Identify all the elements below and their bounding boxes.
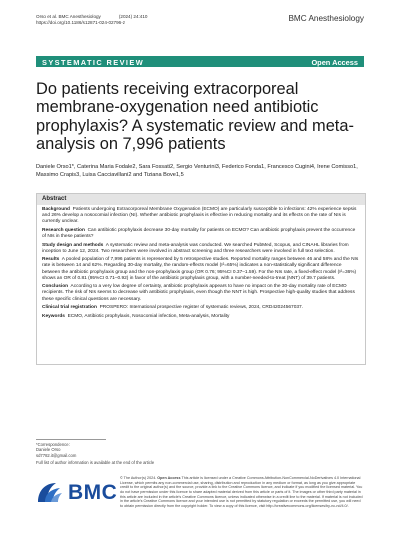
copyright-text: © The Author(s) 2024. xyxy=(120,476,157,480)
correspondence-block xyxy=(36,439,196,466)
correspondence-label: *Correspondence: xyxy=(36,442,70,447)
correspondence-name: Daniele Orso xyxy=(36,447,61,453)
article-type-label: SYSTEMATIC REVIEW xyxy=(42,57,145,67)
abstract-trial-registration xyxy=(42,305,360,311)
author-info-note: Full list of author information is available at the end of the article xyxy=(36,460,155,466)
section-label: Background xyxy=(42,207,70,212)
abstract-body xyxy=(37,205,365,320)
section-label: Study design and methods xyxy=(42,242,104,248)
abstract-box xyxy=(36,193,366,365)
section-text: A systematic review and meta-analysis was conducted. We searched PubMed, Scopus, and CINAHL libraries from inception to June 12, 2024. Two researchers were involved in abstract screening and three researchers were involved in full text selection. xyxy=(42,242,349,254)
section-label: Conclusion xyxy=(42,284,69,290)
section-text: ECMO, Antibiotic prophylaxis, Nosocomial infection, Meta-analysis, Mortality xyxy=(67,313,230,319)
bmc-logo-text: BMC xyxy=(68,481,118,504)
abstract-research-question xyxy=(42,228,360,240)
license-notice xyxy=(120,476,364,509)
abstract-background xyxy=(42,207,360,225)
section-label: Keywords xyxy=(42,313,65,319)
abstract-study-design xyxy=(42,243,360,255)
author-list: Daniele Orso1*, Caterina Maria Fodale2, Sara Fossati2, Sergio Venturini3, Federico Fonda1, Francesco Cugini4, Irene Comisso1, Massimo Crapis3, Luisa Cacciavillani2 and Tiziana Bove1,5 xyxy=(36,164,358,179)
bmc-logo-icon xyxy=(36,480,64,504)
correspondence-email-link[interactable]: sd7782.it@gmail.com xyxy=(36,452,77,458)
section-text: A pooled population of 7,996 patients is represented by 5 retrospective studies. Reported mortality ranges between 46 and 58% and the NIs rate is between 14 and 62%. Regarding 30-day mortality, the random-effects model (I²=65%) indicates a non-statistically significant difference between the antibiotic prophylaxis group and the non-prophylaxis group (OR 0.76; 95%CI 0.37–1.59). For the NIs rate, a fixed-effect model (I²=36%) shows an OR of 0.81 (95%CI 0.71–0.92) in favor of the antibiotic prophylaxis group, with a number-needed-to-treat (NNT) of 39.7 patients. xyxy=(42,257,359,281)
section-label: Clinical trial registration xyxy=(42,305,97,311)
section-label: Results xyxy=(42,257,60,263)
abstract-results xyxy=(42,257,360,282)
section-text: Patients undergoing Extracorporeal Membrane Oxygenation (ECMO) are particularly susceptible to infections: 42% experience sepsis and 26% develop a nosocomial infection (NI). Whether antibiotic prophylaxis is effective in reducing mortality and its effects on the rate of NIs is currently unclear. xyxy=(42,207,357,225)
journal-name: BMC Anesthesiology xyxy=(288,14,364,23)
abstract-conclusion xyxy=(42,284,360,302)
article-type-banner xyxy=(36,56,364,67)
open-access-label: Open Access xyxy=(311,57,358,67)
bmc-logo xyxy=(36,480,118,504)
abstract-heading: Abstract xyxy=(37,194,365,205)
section-text: Can antibiotic prophylaxis decrease 30-day mortality for patients on ECMO? Can antibiotic prophylaxis prevent the occurrence of NIs in these patients? xyxy=(42,227,356,240)
license-text: This article is licensed under a Creative Commons Attribution-NonCommercial-NoDerivatives 4.0 International License, which permits any non-commercial use, sharing, distribution and reproduction in any medium or format, as long as you give appropriate credit to the original author(s) and the source, provide a link to the Creative Commons licence, and indicate if you modified the licensed material. You do not have permission under this licence to share adapted material derived from this article or parts of it. The images or other third party material in this article are included in the article's Creative Commons licence, unless indicated otherwise in a credit line to the material. If material is not included in the article's Creative Commons licence and your intended use is not permitted by statutory regulation or exceeds the permitted use, you will need to obtain permission directly from the copyright holder. To view a copy of this licence, visit http://creativecommons.org/licenses/by-nc-nd/4.0/. xyxy=(120,476,363,508)
section-label: Research question xyxy=(42,227,85,233)
citation-header xyxy=(36,14,147,26)
section-text: PROSPERO: International prospective register of systematic reviews, 2024, CRD42024567037. xyxy=(99,305,304,311)
citation-year-pages: (2024) 24:410 xyxy=(118,14,148,19)
section-text: According to a very low degree of certainty, antibiotic prophylaxis appears to have no impact on the 30-day mortality rate of ECMO recipients. The risk of NIs seems to decrease with antibiotic prophylaxis, even though the NNT is high. Prospective high-quality studies that address these specific clinical questions are necessary. xyxy=(42,284,355,302)
license-open-access: Open Access xyxy=(157,476,181,480)
doi-link[interactable]: https://doi.org/10.1186/s12871-024-02796-z xyxy=(36,20,126,26)
abstract-keywords xyxy=(42,314,360,320)
footnote-divider xyxy=(36,439,106,440)
citation-text: Orso et al. BMC Anesthesiology xyxy=(36,14,101,19)
article-title: Do patients receiving extracorporeal membrane-oxygenation need antibiotic prophylaxis? A systematic review and meta-analysis on 7,996 patients xyxy=(36,80,354,154)
